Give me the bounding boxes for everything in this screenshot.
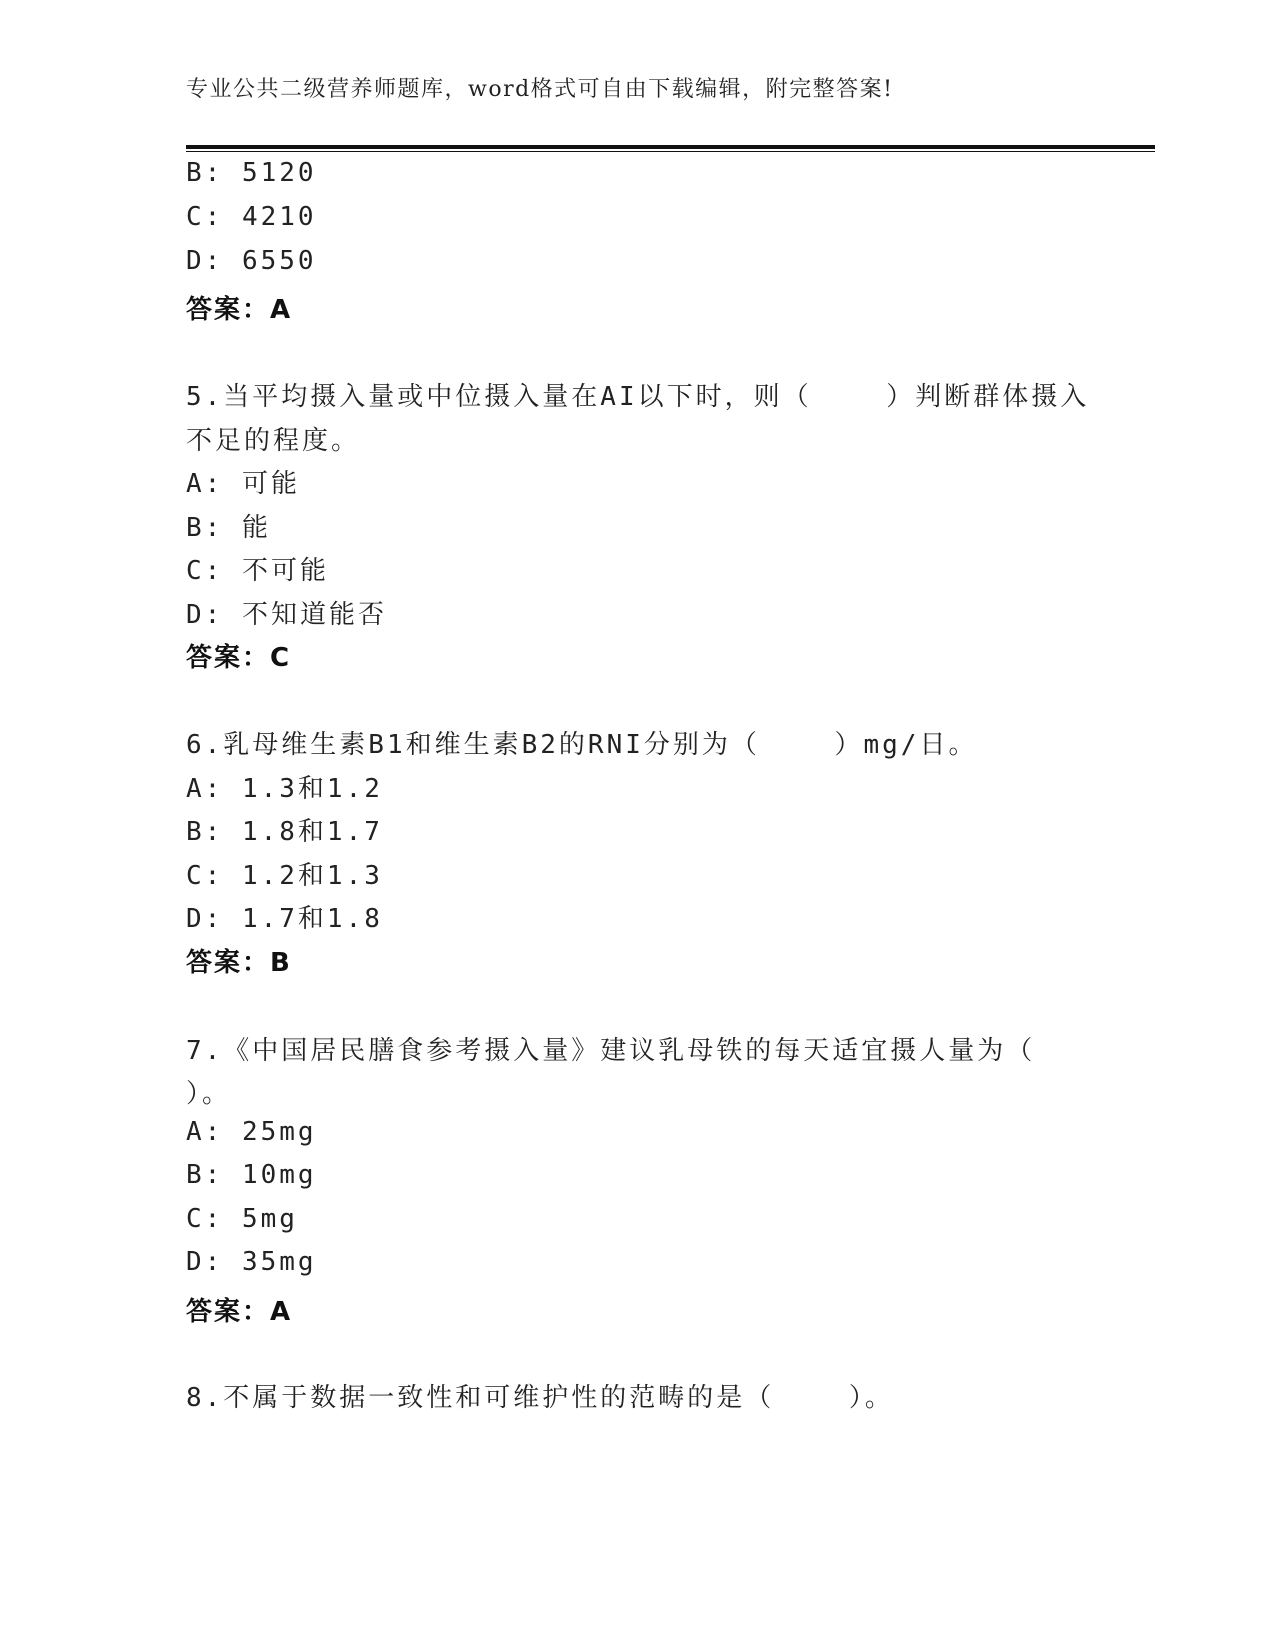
- q6-option-d: D: 1.7和1.8: [186, 904, 383, 934]
- q6-stem-line1: 6.乳母维生素B1和维生素B2的RNI分别为（ ）mg/日。: [186, 730, 978, 760]
- q4-option-c: C: 4210: [186, 202, 317, 232]
- q7-option-c: C: 5mg: [186, 1204, 298, 1234]
- q7-option-d: D: 35mg: [186, 1247, 317, 1277]
- q5-option-b: B: 能: [186, 513, 271, 543]
- q8-stem-line1: 8.不属于数据一致性和可维护性的范畴的是（ ）。: [186, 1383, 894, 1413]
- header-rule: [186, 145, 1155, 149]
- q5-option-a: A: 可能: [186, 469, 300, 499]
- q5-answer: 答案：C: [186, 643, 292, 673]
- q4-answer: 答案：A: [186, 295, 293, 325]
- q4-option-d: D: 6550: [186, 246, 317, 276]
- q5-option-d: D: 不知道能否: [186, 600, 387, 630]
- q7-option-b: B: 10mg: [186, 1160, 317, 1190]
- q6-option-b: B: 1.8和1.7: [186, 817, 383, 847]
- q5-option-c: C: 不可能: [186, 556, 329, 586]
- q5-stem-line1: 5.当平均摄入量或中位摄入量在AI以下时，则（ ）判断群体摄入: [186, 382, 1090, 412]
- q6-option-a: A: 1.3和1.2: [186, 774, 383, 804]
- q7-stem-line2: ）。: [186, 1079, 232, 1109]
- q7-option-a: A: 25mg: [186, 1117, 317, 1147]
- q6-option-c: C: 1.2和1.3: [186, 861, 383, 891]
- q7-answer: 答案：A: [186, 1297, 293, 1327]
- q4-option-b: B: 5120: [186, 158, 317, 188]
- page-header: 专业公共二级营养师题库，word格式可自由下载编辑，附完整答案!: [186, 77, 894, 102]
- header-rule-thin: [186, 151, 1155, 152]
- q7-stem-line1: 7.《中国居民膳食参考摄入量》建议乳母铁的每天适宜摄人量为（: [186, 1036, 1036, 1066]
- q5-stem-line2: 不足的程度。: [186, 426, 361, 456]
- q6-answer: 答案：B: [186, 948, 292, 978]
